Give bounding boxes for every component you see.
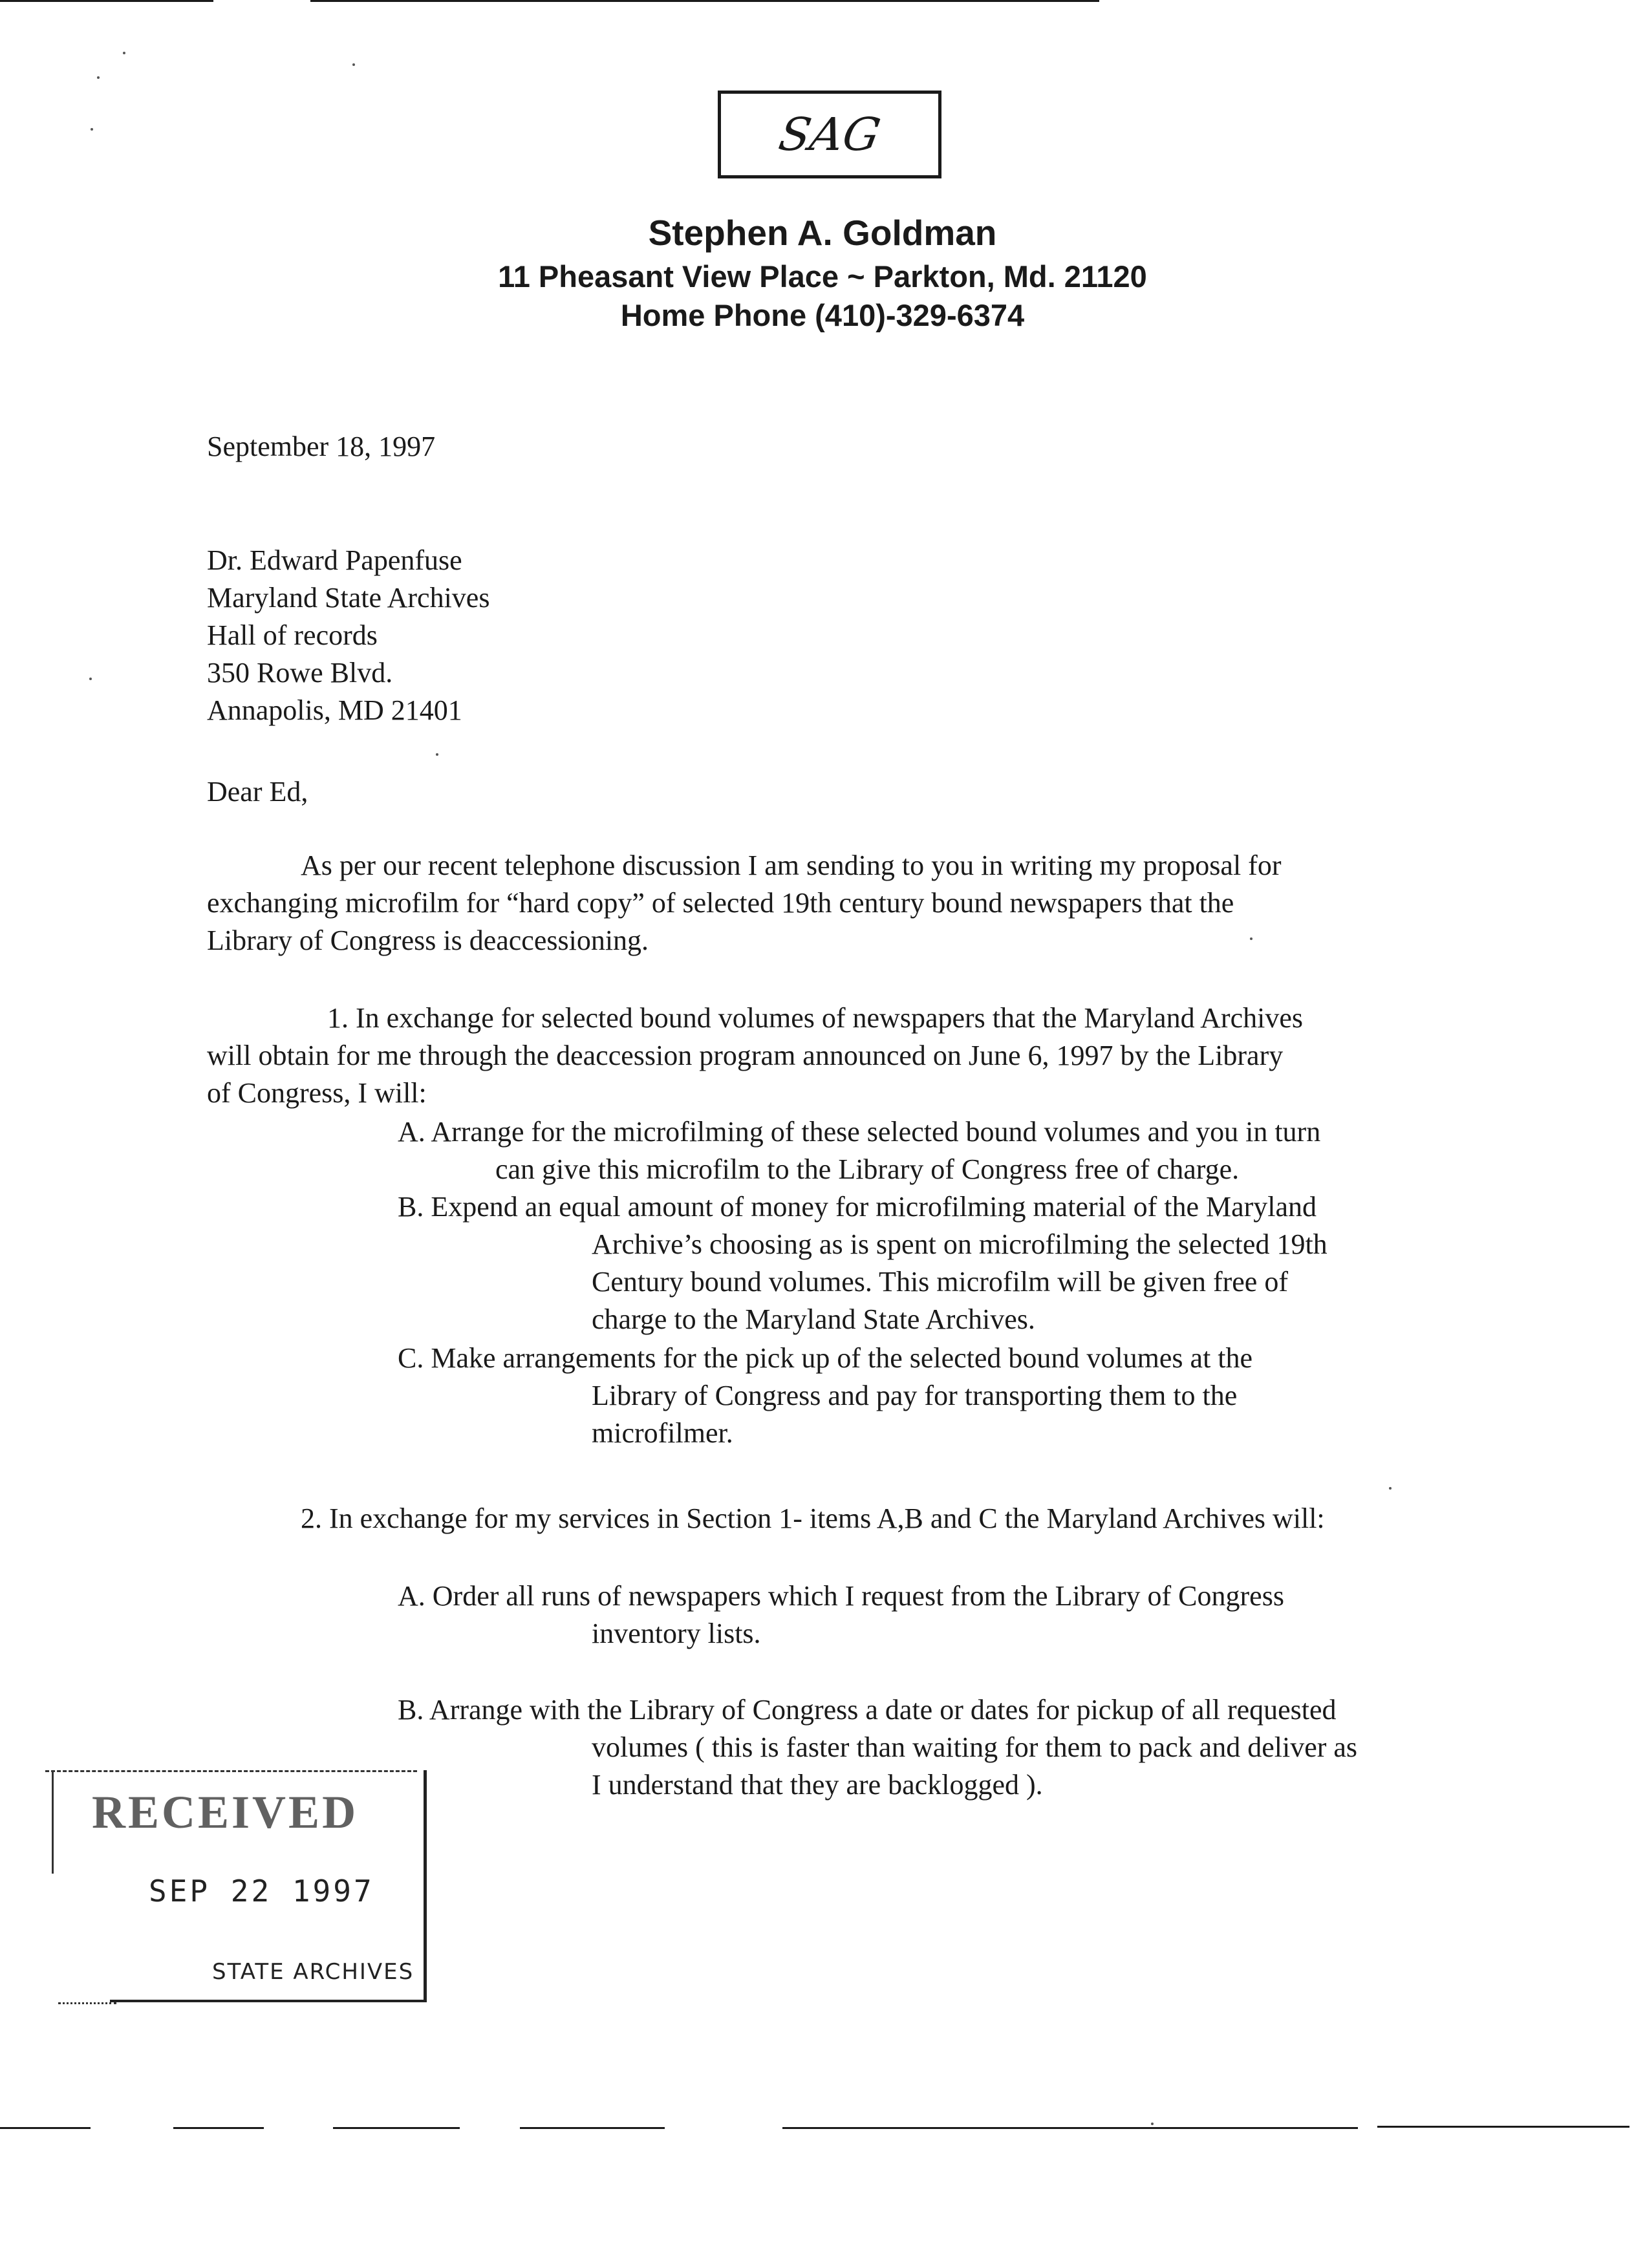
section2-item-b: I understand that they are backlogged ).	[592, 1769, 1043, 1801]
section1-item-b: Archive’s choosing as is spent on microfilming the selected 19th	[592, 1228, 1328, 1260]
scan-speck	[352, 63, 355, 66]
stamp-right-border	[424, 1770, 427, 2000]
section1-item-c: Library of Congress and pay for transporting them to the	[592, 1380, 1238, 1411]
top-scan-line	[0, 0, 213, 2]
section2-item-b: volumes ( this is faster than waiting for them to pack and deliver as	[592, 1731, 1358, 1763]
bottom-scan-line	[0, 2127, 91, 2129]
scan-speck	[1151, 2123, 1154, 2125]
scan-speck	[97, 76, 100, 79]
section1-item-a: can give this microfilm to the Library of Congress free of charge.	[495, 1153, 1240, 1185]
section2-line: 2. In exchange for my services in Section 1- items A,B and C the Maryland Archives will:	[301, 1503, 1325, 1534]
section1-item-a: A. Arrange for the microfilming of these selected bound volumes and you in turn	[398, 1116, 1321, 1148]
initials-text: SAG	[775, 108, 885, 161]
initials-box	[718, 91, 941, 178]
section2-item-a: inventory lists.	[592, 1618, 761, 1649]
recipient-line: Dr. Edward Papenfuse	[207, 544, 462, 576]
bottom-scan-line	[520, 2127, 665, 2129]
scan-speck	[91, 128, 93, 131]
stamp-title: RECEIVED	[92, 1786, 359, 1838]
letterhead-address: 11 Pheasant View Place ~ Parkton, Md. 21120	[498, 259, 1147, 294]
section1-item-c: microfilmer.	[592, 1417, 733, 1449]
section1-line: of Congress, I will:	[207, 1077, 427, 1109]
stamp-org: STATE ARCHIVES	[212, 1959, 414, 1985]
scan-speck	[1250, 937, 1253, 940]
bottom-scan-line	[782, 2127, 1358, 2129]
letterhead-name: Stephen A. Goldman	[648, 213, 997, 253]
recipient-line: Maryland State Archives	[207, 582, 490, 614]
section1-item-b: B. Expend an equal amount of money for microfilming material of the Maryland	[398, 1191, 1317, 1223]
section2-item-b: B. Arrange with the Library of Congress a date or dates for pickup of all requested	[398, 1694, 1337, 1726]
recipient-line: Hall of records	[207, 619, 378, 651]
letterhead-phone: Home Phone (410)-329-6374	[620, 298, 1025, 332]
intro-line: Library of Congress is deaccessioning.	[207, 925, 649, 956]
bottom-scan-line	[333, 2127, 460, 2129]
section1-line: will obtain for me through the deaccession program announced on June 6, 1997 by the Library	[207, 1040, 1284, 1071]
salutation: Dear Ed,	[207, 776, 308, 808]
scan-speck	[1389, 1487, 1392, 1490]
section1-item-b: Century bound volumes. This microfilm will be given free of	[592, 1266, 1288, 1298]
top-scan-line	[310, 0, 1099, 2]
stamp-left-border	[52, 1770, 54, 1874]
scan-speck	[123, 52, 125, 54]
intro-line: exchanging microfilm for “hard copy” of selected 19th century bound newspapers that the	[207, 887, 1234, 919]
recipient-line: Annapolis, MD 21401	[207, 694, 462, 726]
recipient-line: 350 Rowe Blvd.	[207, 657, 393, 689]
stamp-bottom-dash	[58, 2002, 116, 2004]
section1-item-b: charge to the Maryland State Archives.	[592, 1303, 1035, 1335]
scan-speck	[436, 753, 438, 756]
bottom-scan-line	[1377, 2126, 1629, 2128]
stamp-date: SEP 22 1997	[149, 1874, 374, 1909]
recipient-address	[207, 542, 489, 729]
scan-speck	[89, 678, 92, 680]
stamp-top-border	[45, 1770, 417, 1772]
received-stamp	[45, 1752, 433, 2004]
intro-line: As per our recent telephone discussion I am sending to you in writing my proposal for	[301, 850, 1282, 881]
section1-line: 1. In exchange for selected bound volumes of newspapers that the Maryland Archives	[327, 1002, 1303, 1034]
bottom-scan-line	[173, 2127, 264, 2129]
section1-item-c: C. Make arrangements for the pick up of the selected bound volumes at the	[398, 1342, 1253, 1374]
stamp-bottom-border	[110, 2000, 427, 2002]
letter-date: September 18, 1997	[207, 431, 436, 462]
section2-item-a: A. Order all runs of newspapers which I request from the Library of Congress	[398, 1580, 1284, 1612]
